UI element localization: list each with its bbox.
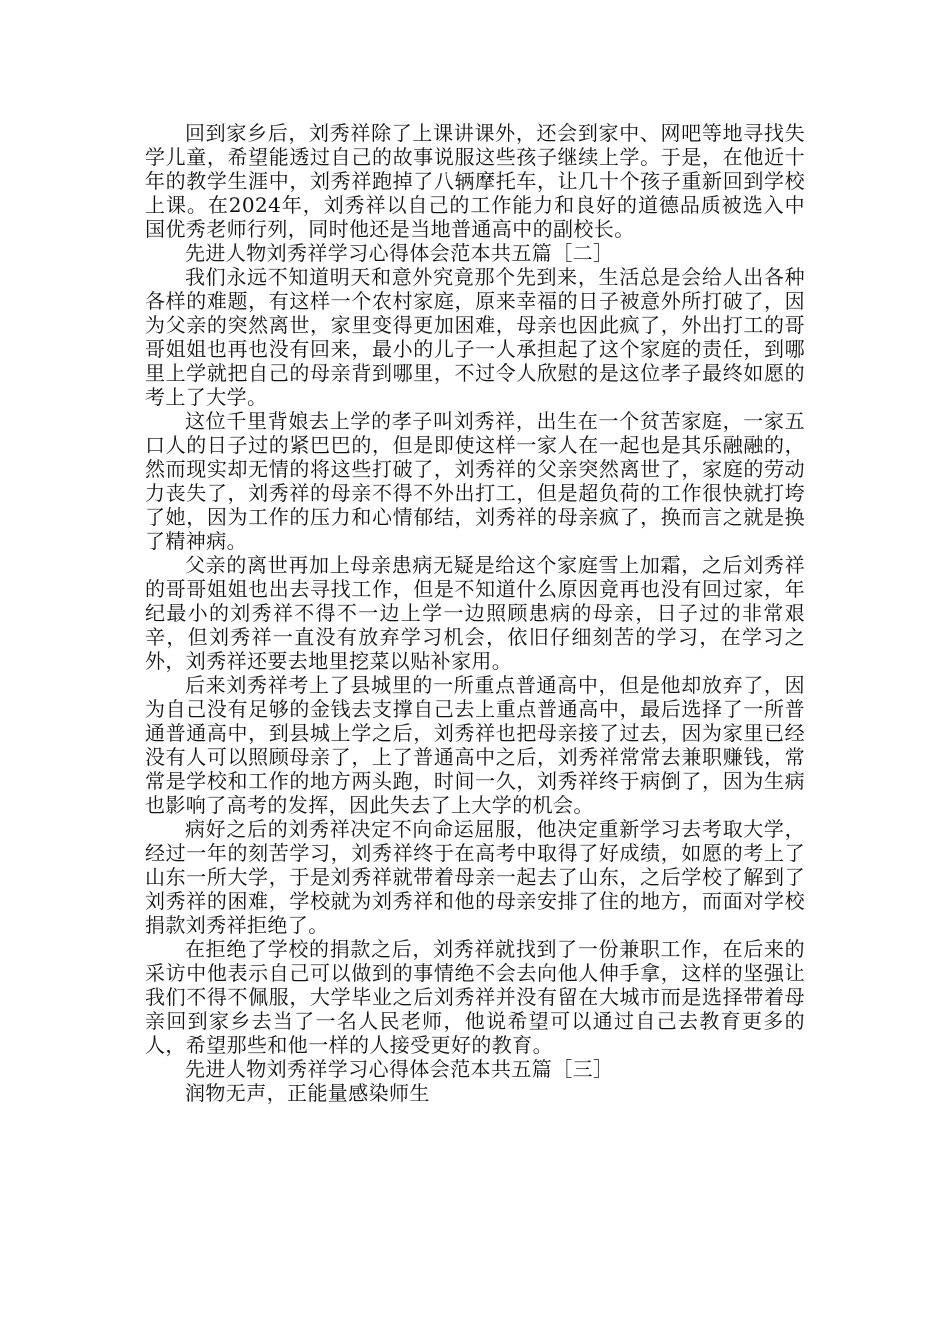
- paragraph-mother-illness: 父亲的离世再加上母亲患病无疑是给这个家庭雪上加霜，之后刘秀祥的哥哥姐姐也出去寻找工作，但是不知道什么原因竟再也没有回过家，年纪最小的刘秀祥不得不一边上学一边照顾患病的母亲，日子过的非常艰辛，但刘秀祥一直没有放弃学习机会，依旧仔细刻苦的学习，在学习之外，刘秀祥还要去地里挖菜以贴补家用。: [145, 553, 805, 673]
- section-heading-three: 先进人物刘秀祥学习心得体会范本共五篇［三］: [185, 1057, 614, 1081]
- paragraph-part-time-work: 在拒绝了学校的捐款之后，刘秀祥就找到了一份兼职工作，在后来的采访中他表示自己可以做到的事情绝不会去向他人伸手拿，这样的坚强让我们不得不佩服，大学毕业之后刘秀祥并没有留在大城市而是选择带着母亲回到家乡去当了一名人民老师，他说希望可以通过自己去教育更多的人，希望那些和他一样的人接受更好的教育。: [145, 937, 805, 1057]
- paragraph-high-school: 后来刘秀祥考上了县城里的一所重点普通高中，但是他却放弃了，因为自己没有足够的金钱去支撑自己去上重点普通高中，最后选择了一所普通普通高中，到县城上学之后，刘秀祥也把母亲接了过去，因为家里已经没有人可以照顾母亲了，上了普通高中之后，刘秀祥常常去兼职赚钱，常常是学校和工作的地方两头跑，时间一久，刘秀祥终于病倒了，因为生病也影响了高考的发挥，因此失去了上大学的机会。: [145, 673, 805, 817]
- section-heading-two: 先进人物刘秀祥学习心得体会范本共五篇［二］: [185, 241, 614, 265]
- subheading-positive-energy: 润物无声，正能量感染师生: [185, 1081, 430, 1105]
- paragraph-poor-family: 这位千里背娘去上学的孝子叫刘秀祥，出生在一个贫苦家庭，一家五口人的日子过的紧巴巴的，但是即使这样一家人在一起也是其乐融融的，然而现实却无情的将这些打破了，刘秀祥的父亲突然离世了，家庭的劳动力丧失了，刘秀祥的母亲不得不外出打工，但是超负荷的工作很快就打垮了她，因为工作的压力和心情郁结，刘秀祥的母亲疯了，换而言之就是换了精神病。: [145, 409, 805, 553]
- paragraph-family-hardship: 我们永远不知道明天和意外究竟那个先到来，生活总是会给人出各种各样的难题，有这样一个农村家庭，原来幸福的日子被意外所打破了，因为父亲的突然离世，家里变得更加困难，母亲也因此疯了，外出打工的哥哥姐姐也再也没有回来，最小的儿子一人承担起了这个家庭的责任，到哪里上学就把自己的母亲背到哪里，不过令人欣慰的是这位孝子最终如愿的考上了大学。: [145, 265, 805, 409]
- document-page: [145, 121, 805, 1105]
- paragraph-return-home: 回到家乡后，刘秀祥除了上课讲课外，还会到家中、网吧等地寻找失学儿童，希望能透过自己的故事说服这些孩子继续上学。于是，在他近十年的教学生涯中，刘秀祥跑掉了八辆摩托车，让几十个孩子重新回到学校上课。在2024年，刘秀祥以自己的工作能力和良好的道德品质被选入中国优秀老师行列，同时他还是当地普通高中的副校长。: [145, 121, 805, 241]
- paragraph-university: 病好之后的刘秀祥决定不向命运屈服，他决定重新学习去考取大学，经过一年的刻苦学习，刘秀祥终于在高考中取得了好成绩，如愿的考上了山东一所大学，于是刘秀祥就带着母亲一起去了山东，之后学校了解到了刘秀祥的困难，学校就为刘秀祥和他的母亲安排了住的地方，而面对学校捐款刘秀祥拒绝了。: [145, 817, 805, 937]
